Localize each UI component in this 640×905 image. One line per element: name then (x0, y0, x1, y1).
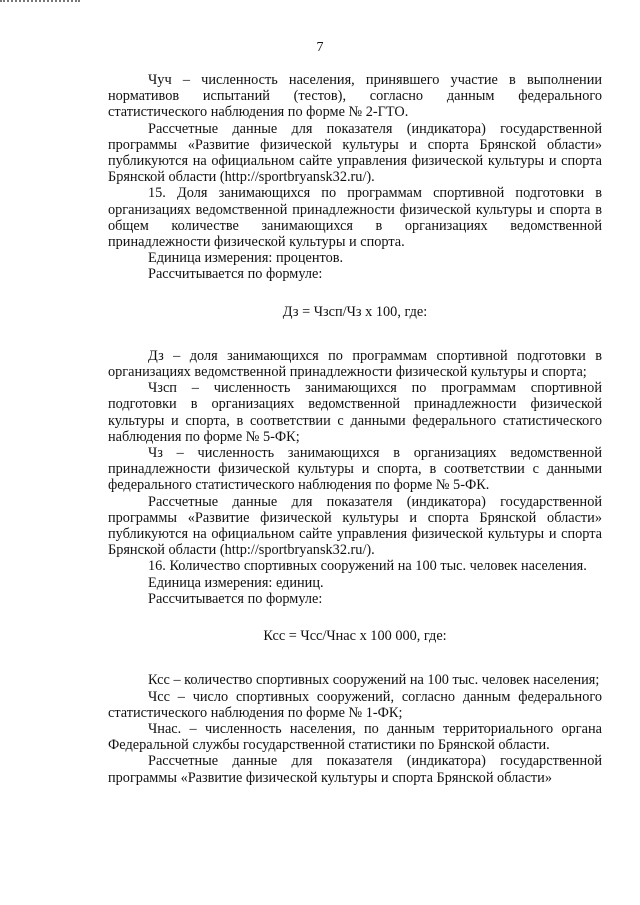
paragraph-kss-definition: Ксс – количество спортивных сооружений на 100 тыс. человек населения; (148, 672, 600, 689)
paragraph-formula-intro: Рассчитывается по формуле: (148, 266, 323, 283)
formula-dz: Дз = Чзсп/Чз х 100, где: (282, 303, 428, 320)
spacer (108, 607, 602, 628)
spacer (108, 644, 602, 672)
paragraph-publication-note: Рассчетные данные для показателя (индикатора) государственной программы «Развитие физической культуры и спорта Брянской области» публикуются на официальном сайте управления физической культуры и спорта Брянской области (http://sportbryansk32.ru/). (108, 493, 602, 559)
paragraph-formula-intro: Рассчитывается по формуле: (148, 590, 323, 607)
paragraph-indicator-15: 15. Доля занимающихся по программам спортивной подготовки в организациях ведомственной принадлежности физической культуры и спорта в общем количестве занимающихся в организациях ведомственной принадлежности физической культуры и спорта. (108, 185, 602, 251)
paragraph-publication-note-partial: Рассчетные данные для показателя (индикатора) государственной программы «Развитие физической культуры и спорта Брянской области» (108, 753, 602, 786)
paragraph-chzsp-definition: Чзсп – численность занимающихся по программам спортивной подготовки в организациях ведомственной принадлежности физической культуры и спорта, в соответствии с данными федерального статистического наблюдения по форме № 5-ФК; (108, 380, 602, 445)
spacer (108, 320, 602, 348)
paragraph-chz-definition: Чз – численность занимающихся в организациях ведомственной принадлежности физической культуры и спорта, в соответствии с данными федерального статистического наблюдения по форме № 5-ФК. (108, 445, 602, 494)
paragraph-chuch-definition: Чуч – численность населения, принявшего участие в выполнении нормативов испытаний (тестов), согласно данным федерального статистического наблюдения по форме № 2-ГТО. (108, 72, 602, 121)
paragraph-unit-count: Единица измерения: единиц. (148, 574, 324, 591)
spacer (108, 283, 602, 304)
scan-edge-mark (0, 0, 80, 7)
paragraph-chnas-definition: Чнас. – численность населения, по данным территориального органа Федеральной службы государственной статистики по Брянской области. (108, 720, 602, 754)
page-number: 7 (316, 40, 324, 55)
paragraph-publication-note: Рассчетные данные для показателя (индикатора) государственной программы «Развитие физической культуры и спорта Брянской области» публикуются на официальном сайте управления физической культуры и спорта Брянской области (http://sportbryansk32.ru/). (108, 120, 602, 186)
paragraph-chss-definition: Чсс – число спортивных сооружений, согласно данным федерального статистического наблюдения по форме № 1-ФК; (108, 688, 602, 721)
formula-kss: Ксс = Чсс/Чнас х 100 000, где: (263, 628, 447, 645)
paragraph-indicator-16: 16. Количество спортивных сооружений на 100 тыс. человек населения. (148, 558, 587, 575)
paragraph-dz-definition: Дз – доля занимающихся по программам спортивной подготовки в организациях ведомственной принадлежности физической культуры и спорта; (108, 347, 602, 381)
paragraph-unit-percent: Единица измерения: процентов. (148, 250, 344, 267)
document-body (108, 72, 602, 786)
